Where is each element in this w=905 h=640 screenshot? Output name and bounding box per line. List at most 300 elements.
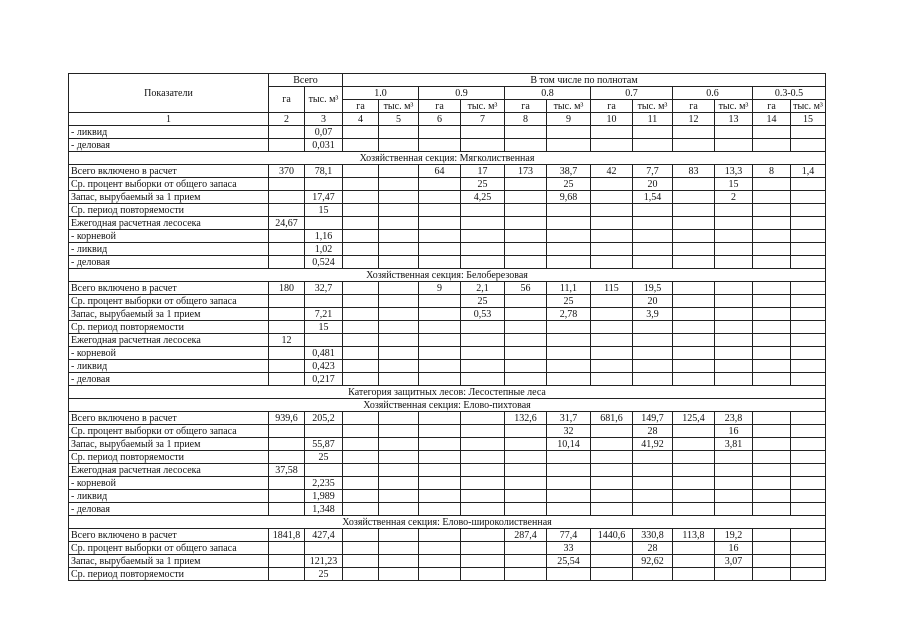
table-cell <box>753 451 791 464</box>
table-cell <box>591 490 633 503</box>
table-cell <box>753 178 791 191</box>
table-cell <box>753 360 791 373</box>
table-cell: 28 <box>633 425 673 438</box>
table-cell <box>633 464 673 477</box>
table-cell <box>505 490 547 503</box>
table-cell <box>461 334 505 347</box>
table-cell <box>379 425 419 438</box>
table-cell <box>419 542 461 555</box>
table-cell <box>379 230 419 243</box>
table-cell <box>419 464 461 477</box>
header-density-ha: га <box>505 100 547 113</box>
header-density-ha: га <box>591 100 633 113</box>
table-cell <box>715 243 753 256</box>
header-total-volume: тыс. м³ <box>305 87 343 113</box>
table-cell <box>673 295 715 308</box>
table-cell <box>269 230 305 243</box>
table-cell: 1,54 <box>633 191 673 204</box>
table-cell <box>753 464 791 477</box>
table-cell <box>505 503 547 516</box>
table-cell <box>419 243 461 256</box>
table-cell <box>269 438 305 451</box>
table-cell <box>505 373 547 386</box>
header-density-ha: га <box>673 100 715 113</box>
table-cell: 19,5 <box>633 282 673 295</box>
table-cell <box>269 308 305 321</box>
table-cell: 287,4 <box>505 529 547 542</box>
section-title: Хозяйственная секция: Елово-широколиственная <box>69 516 826 529</box>
table-cell: 24,67 <box>269 217 305 230</box>
table-cell <box>715 321 753 334</box>
table-cell <box>419 412 461 425</box>
table-cell <box>505 321 547 334</box>
table-cell <box>461 126 505 139</box>
table-cell <box>591 503 633 516</box>
table-cell <box>379 321 419 334</box>
table-cell <box>505 191 547 204</box>
header-density-volume: тыс. м³ <box>715 100 753 113</box>
table-cell <box>505 438 547 451</box>
table-cell: 16 <box>715 425 753 438</box>
table-cell <box>791 191 826 204</box>
column-number-8: 8 <box>505 113 547 126</box>
table-cell: 56 <box>505 282 547 295</box>
table-cell <box>461 347 505 360</box>
table-cell <box>343 165 379 178</box>
table-cell <box>379 256 419 269</box>
table-row <box>69 295 826 308</box>
table-cell: 8 <box>753 165 791 178</box>
section-title-row <box>69 516 826 529</box>
row-label: Ежегодная расчетная лесосека <box>69 334 269 347</box>
table-cell <box>753 477 791 490</box>
table-row <box>69 529 826 542</box>
table-cell <box>547 464 591 477</box>
section-title-row <box>69 269 826 282</box>
table-cell <box>715 295 753 308</box>
table-cell <box>343 217 379 230</box>
table-row <box>69 204 826 217</box>
table-cell <box>753 139 791 152</box>
table-cell <box>343 191 379 204</box>
table-cell <box>547 477 591 490</box>
header-density-ha: га <box>419 100 461 113</box>
table-cell <box>673 217 715 230</box>
table-cell <box>419 451 461 464</box>
table-cell <box>343 451 379 464</box>
header-density-2: 0.9 <box>419 87 505 100</box>
table-cell <box>461 204 505 217</box>
table-cell <box>419 126 461 139</box>
table-cell <box>379 451 419 464</box>
section-title-row <box>69 152 826 165</box>
table-cell <box>753 542 791 555</box>
table-row <box>69 464 826 477</box>
header-density-volume: тыс. м³ <box>379 100 419 113</box>
table-cell <box>379 282 419 295</box>
table-cell: 20 <box>633 178 673 191</box>
row-label: Запас, вырубаемый за 1 прием <box>69 191 269 204</box>
table-cell <box>547 243 591 256</box>
table-cell <box>343 373 379 386</box>
table-row <box>69 568 826 581</box>
table-cell <box>633 139 673 152</box>
table-cell <box>269 204 305 217</box>
table-cell <box>633 477 673 490</box>
table-cell <box>461 425 505 438</box>
table-cell <box>715 256 753 269</box>
header-density-volume: тыс. м³ <box>461 100 505 113</box>
column-number-2: 2 <box>269 113 305 126</box>
table-cell <box>547 347 591 360</box>
table-cell <box>505 243 547 256</box>
row-label: Ежегодная расчетная лесосека <box>69 464 269 477</box>
table-cell <box>673 360 715 373</box>
table-cell <box>461 360 505 373</box>
table-cell <box>673 230 715 243</box>
table-cell <box>379 568 419 581</box>
table-cell <box>343 542 379 555</box>
table-cell: 4,25 <box>461 191 505 204</box>
table-row <box>69 373 826 386</box>
table-cell: 2 <box>715 191 753 204</box>
row-label: - деловая <box>69 373 269 386</box>
header-total-ha: га <box>269 87 305 113</box>
table-cell: 16 <box>715 542 753 555</box>
table-cell: 9,68 <box>547 191 591 204</box>
table-cell <box>379 360 419 373</box>
row-label: - ликвид <box>69 126 269 139</box>
table-cell <box>505 204 547 217</box>
table-cell <box>715 282 753 295</box>
table-cell: 180 <box>269 282 305 295</box>
table-cell <box>343 477 379 490</box>
row-label: Всего включено в расчет <box>69 529 269 542</box>
table-cell <box>791 477 826 490</box>
table-cell <box>419 308 461 321</box>
table-cell: 149,7 <box>633 412 673 425</box>
table-cell <box>633 204 673 217</box>
table-cell <box>673 568 715 581</box>
table-cell <box>343 347 379 360</box>
table-cell <box>379 542 419 555</box>
table-cell <box>419 191 461 204</box>
table-cell <box>461 373 505 386</box>
table-cell <box>461 477 505 490</box>
table-cell <box>591 464 633 477</box>
table-cell <box>715 308 753 321</box>
table-body <box>69 126 826 581</box>
table-cell <box>269 347 305 360</box>
table-cell <box>269 451 305 464</box>
table-cell <box>753 321 791 334</box>
table-cell <box>547 217 591 230</box>
table-cell <box>673 282 715 295</box>
header-density-1: 1.0 <box>343 87 419 100</box>
table-cell <box>505 139 547 152</box>
table-cell <box>379 529 419 542</box>
table-cell <box>715 139 753 152</box>
table-cell <box>715 490 753 503</box>
table-cell <box>305 542 343 555</box>
table-cell <box>343 503 379 516</box>
table-cell <box>379 217 419 230</box>
table-cell <box>461 503 505 516</box>
table-cell <box>419 321 461 334</box>
table-cell <box>269 360 305 373</box>
table-cell <box>305 464 343 477</box>
table-cell: 0,423 <box>305 360 343 373</box>
table-cell <box>379 503 419 516</box>
header-density-4: 0.7 <box>591 87 673 100</box>
table-cell <box>791 412 826 425</box>
table-cell <box>753 438 791 451</box>
table-cell <box>547 360 591 373</box>
table-cell <box>505 256 547 269</box>
table-cell: 3,07 <box>715 555 753 568</box>
table-cell <box>753 425 791 438</box>
table-cell <box>633 503 673 516</box>
table-cell: 3,9 <box>633 308 673 321</box>
table-cell <box>419 347 461 360</box>
table-cell <box>591 139 633 152</box>
table-cell <box>505 464 547 477</box>
table-cell <box>791 256 826 269</box>
table-cell: 33 <box>547 542 591 555</box>
table-cell <box>753 529 791 542</box>
column-number-6: 6 <box>419 113 461 126</box>
table-cell <box>505 230 547 243</box>
table-cell <box>753 308 791 321</box>
row-label: Ср. период повторяемости <box>69 568 269 581</box>
table-cell: 25 <box>305 568 343 581</box>
table-cell <box>461 542 505 555</box>
table-cell <box>633 451 673 464</box>
table-cell <box>505 126 547 139</box>
table-cell <box>791 178 826 191</box>
table-cell <box>305 425 343 438</box>
table-cell <box>379 191 419 204</box>
column-number-4: 4 <box>343 113 379 126</box>
table-row <box>69 555 826 568</box>
table-cell: 37,58 <box>269 464 305 477</box>
row-label: - ликвид <box>69 243 269 256</box>
table-cell <box>505 555 547 568</box>
table-cell <box>715 217 753 230</box>
table-cell <box>269 321 305 334</box>
table-cell <box>753 555 791 568</box>
table-cell: 23,8 <box>715 412 753 425</box>
table-cell <box>791 503 826 516</box>
table-cell <box>305 334 343 347</box>
table-cell <box>461 139 505 152</box>
table-cell <box>753 568 791 581</box>
header-by-density: В том числе по полнотам <box>343 74 826 87</box>
table-cell <box>379 347 419 360</box>
table-cell <box>505 178 547 191</box>
table-cell <box>715 568 753 581</box>
table-cell <box>419 555 461 568</box>
table-cell <box>379 139 419 152</box>
table-cell <box>379 243 419 256</box>
table-cell <box>505 568 547 581</box>
table-cell <box>419 360 461 373</box>
table-cell <box>419 178 461 191</box>
table-cell <box>673 490 715 503</box>
header-total: Всего <box>269 74 343 87</box>
table-cell <box>591 425 633 438</box>
table-cell <box>505 308 547 321</box>
table-cell <box>633 243 673 256</box>
table-row <box>69 139 826 152</box>
table-row <box>69 308 826 321</box>
column-numbers-row <box>69 113 826 126</box>
table-cell <box>791 425 826 438</box>
table-cell <box>269 373 305 386</box>
table-cell <box>343 425 379 438</box>
table-cell <box>461 438 505 451</box>
table-cell <box>633 373 673 386</box>
table-cell: 77,4 <box>547 529 591 542</box>
table-row <box>69 503 826 516</box>
table-cell <box>547 490 591 503</box>
table-cell <box>791 451 826 464</box>
table-cell <box>419 256 461 269</box>
section-title: Хозяйственная секция: Белоберезовая <box>69 269 826 282</box>
table-row <box>69 542 826 555</box>
section-title-row <box>69 386 826 399</box>
table-cell <box>269 555 305 568</box>
column-number-7: 7 <box>461 113 505 126</box>
table-cell: 1,16 <box>305 230 343 243</box>
table-cell <box>547 334 591 347</box>
row-label: - ликвид <box>69 360 269 373</box>
table-cell <box>715 360 753 373</box>
table-cell <box>673 555 715 568</box>
column-number-9: 9 <box>547 113 591 126</box>
table-cell: 12 <box>269 334 305 347</box>
table-cell: 125,4 <box>673 412 715 425</box>
table-cell <box>505 217 547 230</box>
table-cell <box>633 347 673 360</box>
table-cell <box>379 334 419 347</box>
table-cell <box>591 243 633 256</box>
table-cell <box>505 295 547 308</box>
header-density-volume: тыс. м³ <box>791 100 826 113</box>
table-cell: 0,07 <box>305 126 343 139</box>
table-cell <box>591 568 633 581</box>
table-cell: 2,1 <box>461 282 505 295</box>
table-cell <box>633 126 673 139</box>
table-cell <box>505 334 547 347</box>
table-cell <box>791 334 826 347</box>
table-cell <box>269 542 305 555</box>
table-cell <box>461 490 505 503</box>
table-cell <box>305 295 343 308</box>
table-cell <box>715 334 753 347</box>
header-density-6: 0.3-0.5 <box>753 87 826 100</box>
table-cell <box>343 256 379 269</box>
table-row <box>69 126 826 139</box>
table-cell <box>791 308 826 321</box>
table-cell <box>673 503 715 516</box>
row-label: Ср. период повторяемости <box>69 204 269 217</box>
table-cell <box>419 503 461 516</box>
table-cell: 3,81 <box>715 438 753 451</box>
table-cell <box>461 529 505 542</box>
table-cell <box>591 477 633 490</box>
table-cell <box>547 256 591 269</box>
table-cell: 7,7 <box>633 165 673 178</box>
table-cell <box>379 204 419 217</box>
table-cell <box>343 490 379 503</box>
header-density-5: 0.6 <box>673 87 753 100</box>
table-cell: 0,031 <box>305 139 343 152</box>
table-cell <box>269 503 305 516</box>
row-label: Ср. процент выборки от общего запаса <box>69 178 269 191</box>
table-cell <box>419 438 461 451</box>
section-title: Хозяйственная секция: Елово-пихтовая <box>69 399 826 412</box>
row-label: Всего включено в расчет <box>69 282 269 295</box>
table-cell <box>791 360 826 373</box>
table-cell <box>791 347 826 360</box>
table-cell <box>791 464 826 477</box>
table-cell <box>673 243 715 256</box>
table-cell <box>591 230 633 243</box>
table-cell <box>591 191 633 204</box>
table-cell <box>673 178 715 191</box>
table-cell <box>547 139 591 152</box>
table-cell <box>591 542 633 555</box>
table-cell <box>715 126 753 139</box>
table-cell <box>791 438 826 451</box>
header-density-ha: га <box>753 100 791 113</box>
table-cell: 1,02 <box>305 243 343 256</box>
table-cell: 113,8 <box>673 529 715 542</box>
table-cell <box>343 334 379 347</box>
table-cell <box>673 477 715 490</box>
table-cell <box>505 451 547 464</box>
table-cell: 7,21 <box>305 308 343 321</box>
table-cell <box>673 334 715 347</box>
table-cell <box>673 438 715 451</box>
table-row <box>69 477 826 490</box>
table-cell <box>753 191 791 204</box>
table-cell <box>791 282 826 295</box>
table-cell <box>343 568 379 581</box>
table-cell: 205,2 <box>305 412 343 425</box>
header-density-volume: тыс. м³ <box>547 100 591 113</box>
table-cell <box>379 165 419 178</box>
table-cell <box>419 477 461 490</box>
table-cell <box>673 308 715 321</box>
table-cell: 15 <box>305 321 343 334</box>
table-cell <box>753 217 791 230</box>
table-cell <box>419 217 461 230</box>
table-cell <box>269 178 305 191</box>
table-cell <box>673 126 715 139</box>
table-cell: 1440,6 <box>591 529 633 542</box>
table-cell: 32,7 <box>305 282 343 295</box>
table-cell <box>591 256 633 269</box>
table-row <box>69 230 826 243</box>
table-cell <box>633 230 673 243</box>
table-cell: 15 <box>715 178 753 191</box>
table-cell <box>753 503 791 516</box>
row-label: - ликвид <box>69 490 269 503</box>
table-cell <box>791 321 826 334</box>
row-label: Всего включено в расчет <box>69 412 269 425</box>
